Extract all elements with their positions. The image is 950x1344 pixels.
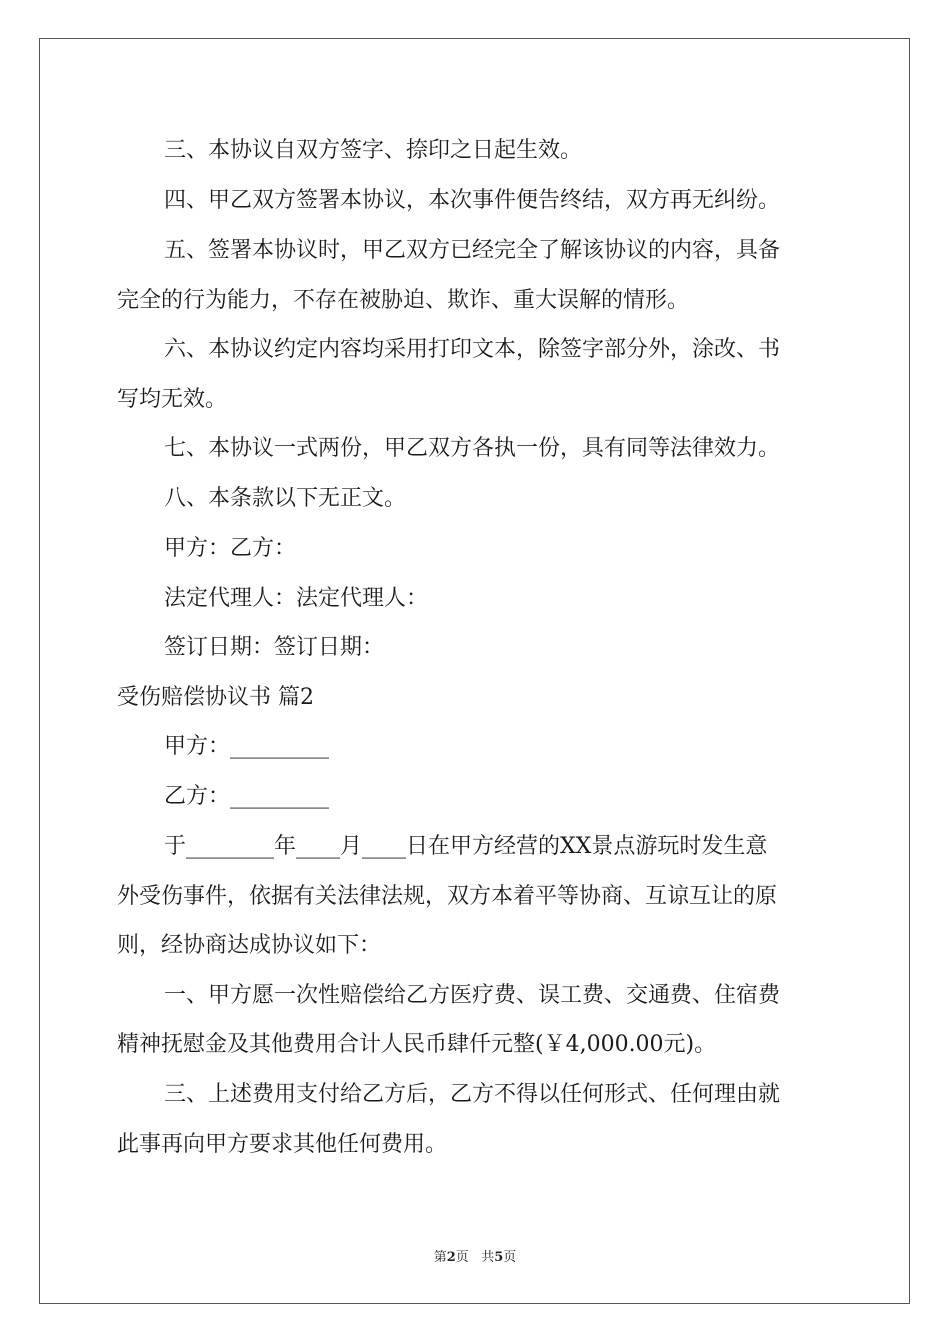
total-suffix: 页 xyxy=(503,1250,517,1265)
clause-4-line: 四、甲乙双方签署本协议，本次事件便告终结，双方再无纠纷。 xyxy=(164,188,781,213)
party-signature-line: 甲方：乙方： xyxy=(164,536,297,561)
page-footer xyxy=(0,1246,950,1265)
intro-line-2: 外受伤事件，依据有关法律法规，双方本着平等协商、互谅互让的原 xyxy=(117,884,778,909)
clause-5-line-1: 五、签署本协议时，甲乙双方已经完全了解该协议的内容，具备 xyxy=(164,238,781,263)
total-pages: 5 xyxy=(494,1250,504,1265)
page-prefix: 第 xyxy=(433,1250,447,1265)
party-a-line: 甲方：_________ xyxy=(164,734,330,759)
clause-3-line: 三、本协议自双方签字、捺印之日起生效。 xyxy=(164,138,583,163)
page-number: 2 xyxy=(446,1250,456,1265)
clause-6-line-1: 六、本协议约定内容均采用打印文本，除签字部分外，涂改、书 xyxy=(164,337,781,362)
compensation-clause-line-2: 精神抚慰金及其他费用合计人民币肆仟元整(￥4,000.00元)。 xyxy=(117,1032,717,1057)
page-suffix: 页 xyxy=(455,1250,469,1265)
intro-line-3: 则，经协商达成协议如下： xyxy=(117,933,382,958)
legal-representative-line: 法定代理人：法定代理人： xyxy=(164,586,429,611)
clause-7-line: 七、本协议一式两份，甲乙双方各执一份，具有同等法律效力。 xyxy=(164,436,781,461)
clause-6-line-2: 写均无效。 xyxy=(117,387,228,412)
section-title: 受伤赔偿协议书 篇2 xyxy=(117,685,314,710)
clause-8-line: 八、本条款以下无正文。 xyxy=(164,486,407,511)
payment-clause-line-1: 三、上述费用支付给乙方后，乙方不得以任何形式、任何理由就 xyxy=(164,1082,781,1107)
page-border xyxy=(39,38,910,1304)
clause-5-line-2: 完全的行为能力，不存在被胁迫、欺诈、重大误解的情形。 xyxy=(117,288,690,313)
intro-line-1: 于________年____月____日在甲方经营的XX景点游玩时发生意 xyxy=(164,834,768,859)
compensation-clause-line-1: 一、甲方愿一次性赔偿给乙方医疗费、误工费、交通费、住宿费 xyxy=(164,983,781,1008)
payment-clause-line-2: 此事再向甲方要求其他任何费用。 xyxy=(117,1132,448,1157)
party-b-line: 乙方：_________ xyxy=(164,784,330,809)
signing-date-line: 签订日期：签订日期： xyxy=(164,635,385,660)
total-prefix: 共 xyxy=(481,1250,495,1265)
